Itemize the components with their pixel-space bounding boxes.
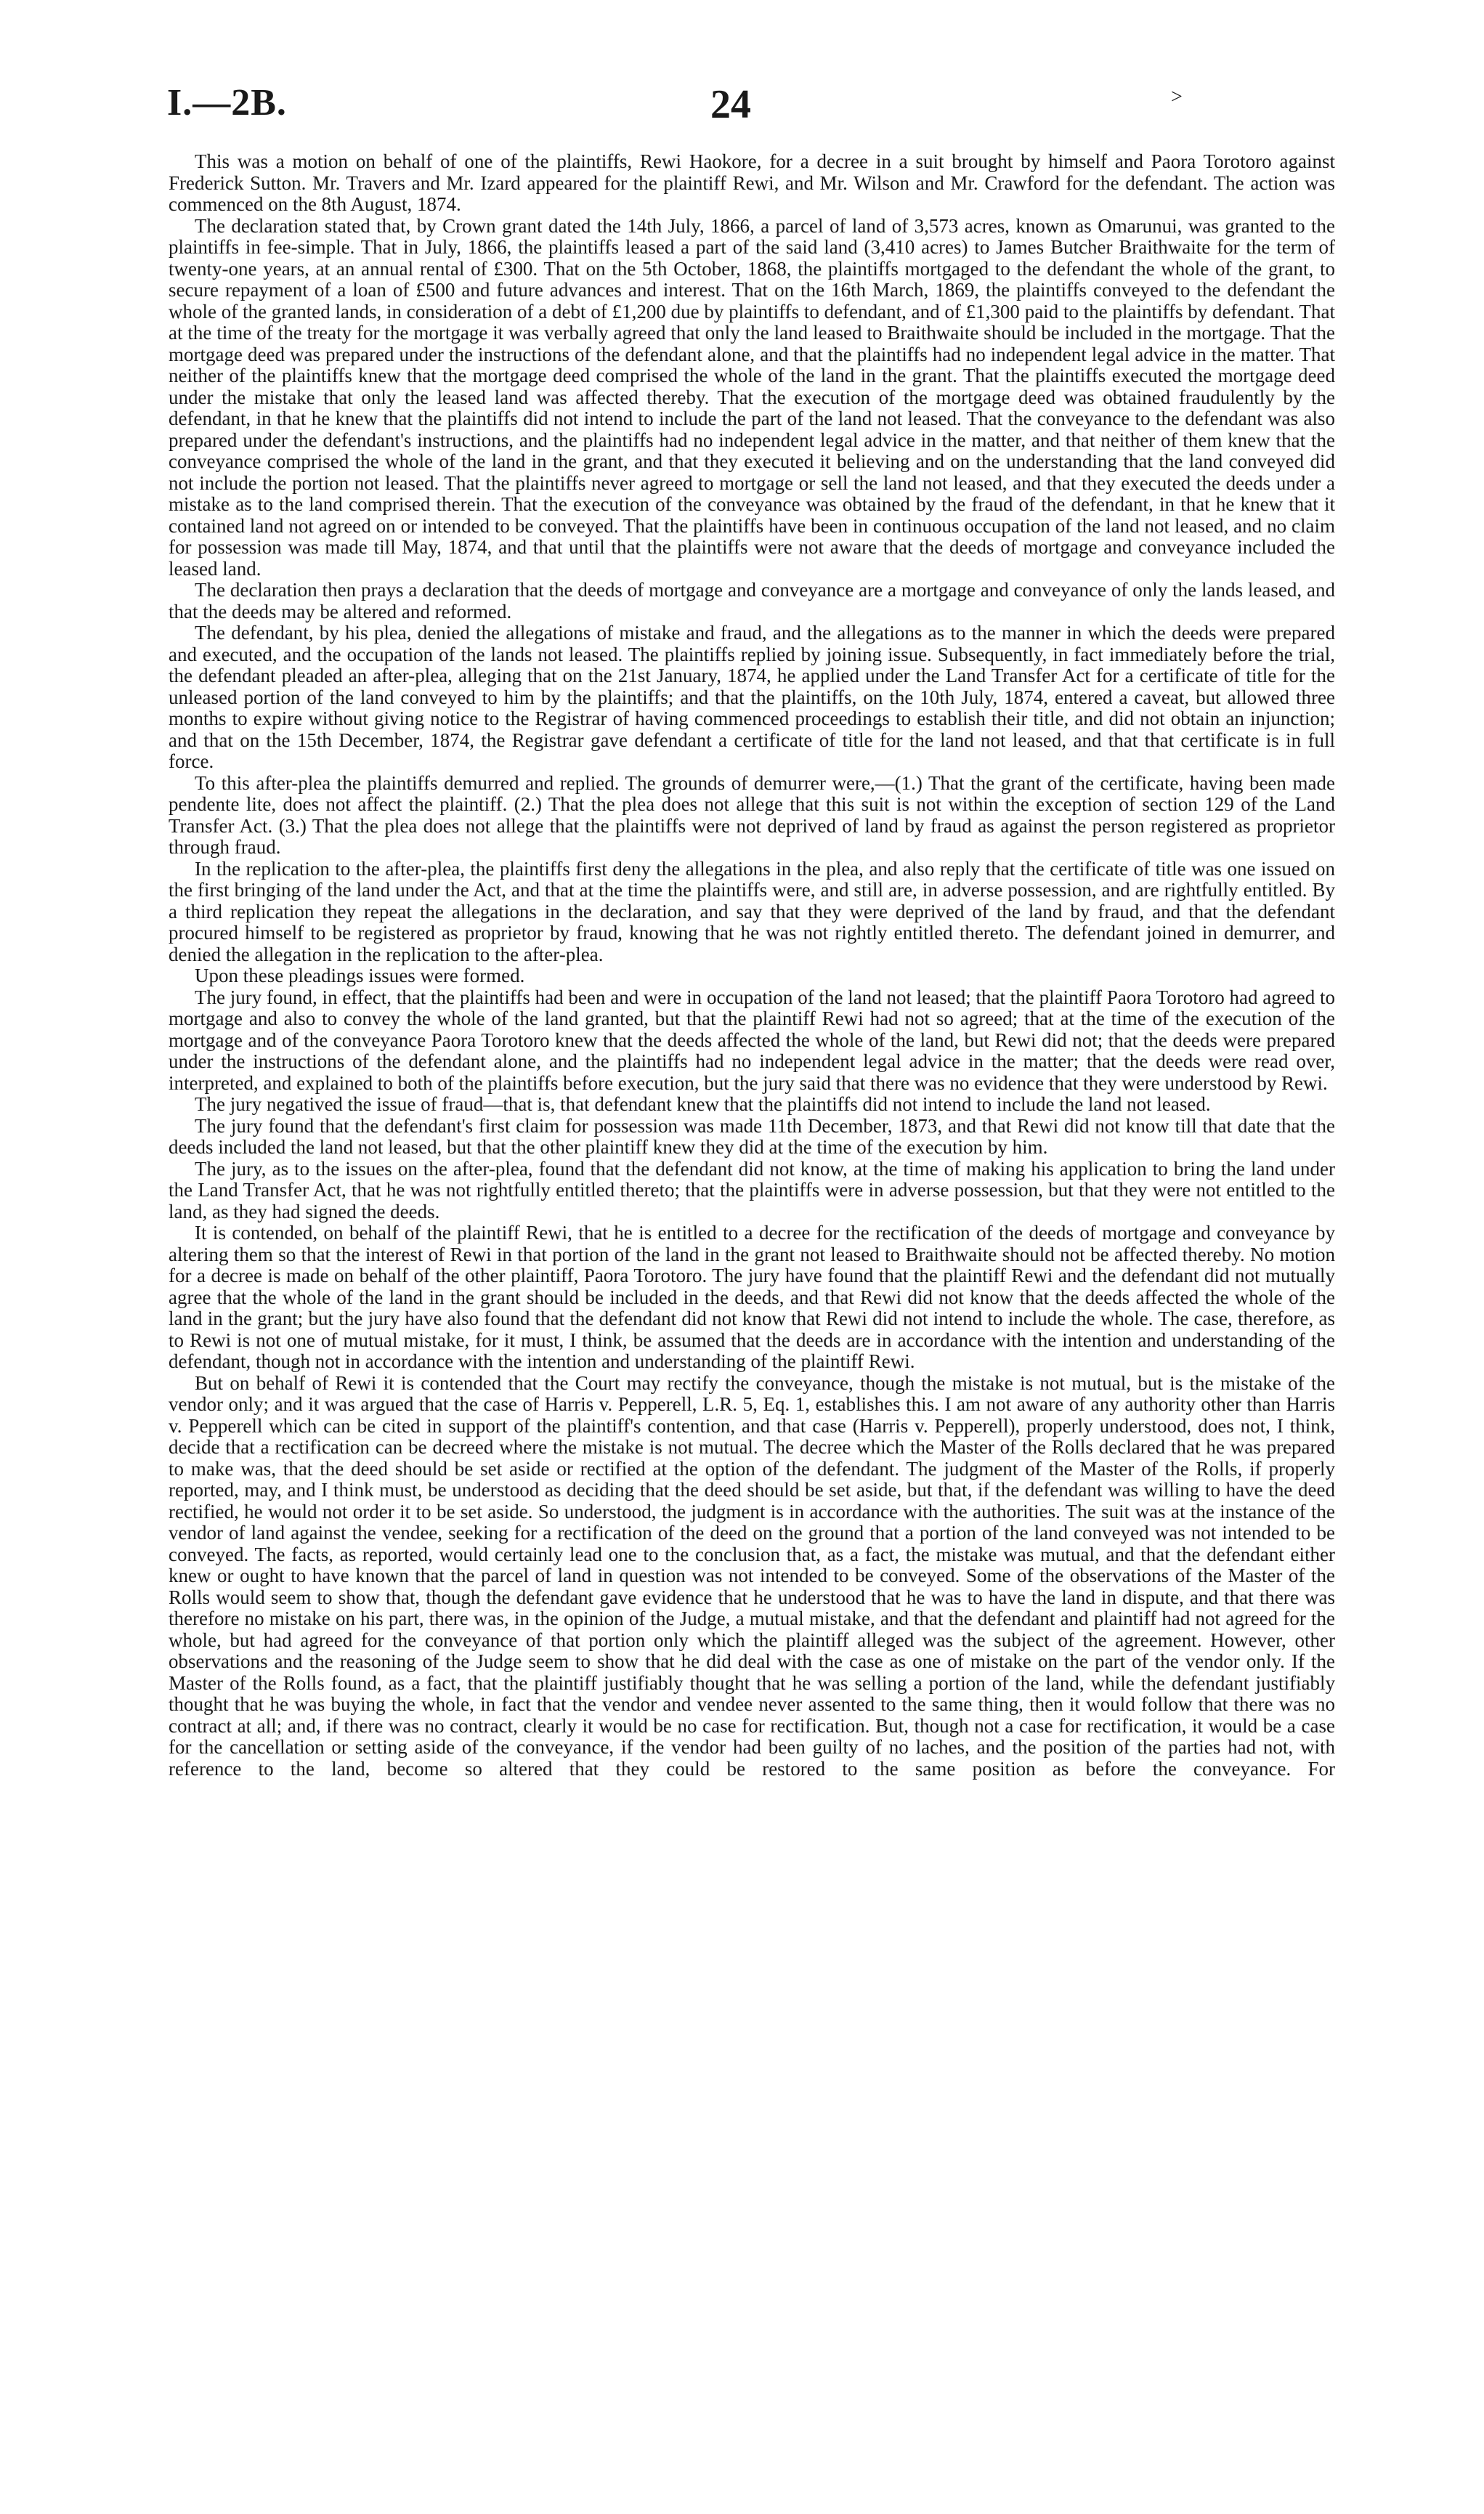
paragraph: It is contended, on behalf of the plaintiff Rewi, that he is entitled to a decree for the rectification of the deeds of mortgage and conveyance by altering them so that the interest of Rewi in that portion of the land in the grant not leased to Braithwaite should not be affected thereby. No motion for a decree is made on behalf of the other plaintiff, Paora Torotoro. The jury have found that the plaintiff Rewi and the defendant did not mutually agree that the whole of the land in the grant should be included in the deeds, and that Rewi did not know that the deeds affected the whole of the land in the grant; but the jury have also found that the defendant did not know that Rewi did not intend to include the whole. The case, therefore, as to Rewi is not one of mutual mistake, for it must, I think, be assumed that the deeds are in accordance with the intention and understanding of the defendant, though not in accordance with the intention and understanding of the plaintiff Rewi. bbox=[169, 1222, 1335, 1372]
paragraph: To this after-plea the plaintiffs demurred and replied. The grounds of demurrer were,—(1.) That the grant of the certificate, having been made pendente lite, does not affect the plaintiff. (2.) That the plea does not allege that this suit is not within the exception of section 129 of the Land Transfer Act. (3.) That the plea does not allege that the plaintiffs were not deprived of land by fraud as against the person registered as proprietor through fraud. bbox=[169, 771, 1335, 858]
margin-mark: ˃ bbox=[1171, 86, 1183, 108]
paragraph: The jury negatived the issue of fraud—that is, that defendant knew that the plaintiffs did not intend to include the land not leased. bbox=[195, 1093, 1211, 1115]
paragraph: The jury, as to the issues on the after-plea, found that the defendant did not know, at the time of making his application to bring the land under the Land Transfer Act, that he was not rightfully entitled thereto; that the plaintiffs were in adverse possession, but that they were not entitled to the land, as they had signed the deeds. bbox=[169, 1157, 1335, 1222]
paragraph: The jury found, in effect, that the plaintiffs had been and were in occupation of the land not leased; that the plaintiff Paora Torotoro had agreed to mortgage and also to convey the whole of the land granted, but that the plaintiff Rewi had not so agreed; that at the time of the execution of the mortgage and of the conveyance Paora Torotoro knew that the deeds affected the whole of the land, but Rewi did not; that the deeds were prepared under the instructions of the defendant alone, and the plaintiffs had no independent legal advice in the matter; that the deeds were read over, interpreted, and explained to both of the plaintiffs before execution, but the jury said that there was no evidence that they were understood by Rewi. bbox=[169, 986, 1335, 1094]
paragraph: The defendant, by his plea, denied the allegations of mistake and fraud, and the allegations as to the manner in which the deeds were prepared and executed, and the occupation of the lands not leased. The plaintiffs replied by joining issue. Subsequently, in fact immediately before the trial, the defendant pleaded an after-plea, alleging that on the 21st January, 1874, he applied under the Land Transfer Act for a certificate of title for the unleased portion of the land conveyed to him by the plaintiffs; and that the plaintiffs, on the 10th July, 1874, entered a caveat, but allowed three months to expire without giving notice to the Registrar of having commenced proceedings to establish their title, and did not obtain an injunction; and that on the 15th December, 1874, the Registrar gave defendant a certificate of title for the land not leased, and that that certificate is in full force. bbox=[169, 622, 1335, 772]
page-number: 24 bbox=[710, 82, 751, 127]
paragraph: Upon these pleadings issues were formed. bbox=[195, 965, 525, 986]
paragraph: The declaration stated that, by Crown grant dated the 14th July, 1866, a parcel of land of 3,573 acres, known as Omarunui, was granted to the plaintiffs in fee-simple. That in July, 1866, the plaintiffs leased a part of the said land (3,410 acres) to James Butcher Braithwaite for the term of twenty-one years, at an annual rental of £300. That on the 5th October, 1868, the plaintiffs mortgaged to the defendant the whole of the grant, to secure repayment of a loan of £500 and future advances and interest. That on the 16th March, 1869, the plaintiffs conveyed to the defendant the whole of the granted lands, in consideration of a debt of £1,200 due by plaintiffs to defendant, and of £1,300 paid to the plaintiffs by defendant. That at the time of the treaty for the mortgage it was verbally agreed that only the land leased to Braithwaite should be included in the mortgage. That the mortgage deed was prepared under the instructions of the defendant alone, and that the plaintiffs had no independent legal advice in the matter. That neither of the plaintiffs knew that the mortgage deed comprised the whole of the land in the grant. That the plaintiffs executed the mortgage deed under the mistake that only the leased land was affected thereby. That the execution of the mortgage deed was obtained fraudulently by the defendant, in that he knew that the plaintiffs did not intend to include the part of the land not leased. That the conveyance to the defendant was also prepared under the defendant's instructions, and the plaintiffs had no independent legal advice in the matter, and that neither of them knew that the conveyance comprised the whole of the land in the grant, and that they executed it believing and on the understanding that the land conveyed did not include the portion not leased. That the plaintiffs never agreed to mortgage or sell the land not leased, and that they executed the deeds under a mistake as to the land comprised therein. That the execution of the conveyance was obtained by the fraud of the defendant, in that he knew that it contained land not agreed on or intended to be conveyed. That the plaintiffs have been in continuous occupation of the land not leased, and no claim for possession was made till May, 1874, and that until that the plaintiffs were not aware that the deeds of mortgage and conveyance included the leased land. bbox=[169, 214, 1335, 580]
paragraph: This was a motion on behalf of one of the plaintiffs, Rewi Haokore, for a decree in a suit brought by himself and Paora Torotoro against Frederick Sutton. Mr. Travers and Mr. Izard appeared for the plaintiff Rewi, and Mr. Wilson and Mr. Crawford for the defendant. The action was commenced on the 8th August, 1874. bbox=[169, 150, 1335, 215]
page-header bbox=[0, 81, 1484, 139]
paragraph: The jury found that the defendant's first claim for possession was made 11th December, 1873, and that Rewi did not know till that date that the deeds included the land not leased, but that the other plaintiff knew they did at the time of the execution by him. bbox=[169, 1114, 1335, 1158]
paragraph: In the replication to the after-plea, the plaintiffs first deny the allegations in the plea, and also reply that the certificate of title was one issued on the first bringing of the land under the Act, and that at the time the plaintiffs were, and still are, in adverse possession, and are rightfully entitled. By a third replication they repeat the allegations in the declaration, and say that they were deprived of the land by fraud, and that the defendant procured himself to be registered as proprietor by fraud, knowing that he was not rightly entitled thereto. The defendant joined in demurrer, and denied the allegation in the replication to the after-plea. bbox=[169, 857, 1335, 965]
paragraph: But on behalf of Rewi it is contended that the Court may rectify the conveyance, though the mistake is not mutual, but is the mistake of the vendor only; and it was argued that the case of Harris v. Pepperell, L.R. 5, Eq. 1, establishes this. I am not aware of any authority other than Harris v. Pepperell which can be cited in support of the plaintiff's contention, and that case (Harris v. Pepperell), properly understood, does not, I think, decide that a rectification can be decreed where the mistake is not mutual. The decree which the Master of the Rolls declared that he was prepared to make was, that the deed should be set aside or rectified at the option of the defendant. The judgment of the Master of the Rolls, if properly reported, may, and I think must, be understood as deciding that the deed should be set aside, but that, if the defendant was willing to have the deed rectified, he would not order it to be set aside. So understood, the judgment is in accordance with the authorities. The suit was at the instance of the vendor of land against the vendee, seeking for a rectification of the deed on the ground that a portion of the land conveyed was not intended to be conveyed. The facts, as reported, would certainly lead one to the conclusion that, as a fact, the mistake was mutual, and that the defendant either knew or ought to have known that the parcel of land in question was not intended to be conveyed. Some of the observations of the Master of the Rolls would seem to show that, though the defendant gave evidence that he understood that he was to have the land in dispute, and that there was therefore no mistake on his part, there was, in the opinion of the Judge, a mutual mistake, and that the defendant and plaintiff had not agreed for the whole, but had agreed for the conveyance of that portion only which the plaintiff alleged was the subject of the agreement. However, other observations and the reasoning of the Judge seem to show that he did deal with the case as one of mistake on the part of the vendor only. If the Master of the Rolls found, as a fact, that the plaintiff justifiably thought that he was selling a portion of the land, while the defendant justifiably thought that he was buying the whole, in fact that the vendor and vendee never assented to the same thing, then it would follow that there was no contract at all; and, if there was no contract, clearly it would be no case for rectification. But, though not a case for rectification, it would be a case for the cancellation or setting aside of the conveyance, if the vendor had been guilty of no laches, and the position of the parties had not, with reference to the land, become so altered that they could be restored to the same position as before the conveyance. For bbox=[169, 1371, 1335, 1780]
document-reference: I.—2B. bbox=[167, 82, 287, 123]
paragraph: The declaration then prays a declaration that the deeds of mortgage and conveyance are a mortgage and conveyance of only the lands leased, and that the deeds may be altered and reformed. bbox=[169, 579, 1335, 623]
body-text bbox=[169, 151, 1335, 1780]
